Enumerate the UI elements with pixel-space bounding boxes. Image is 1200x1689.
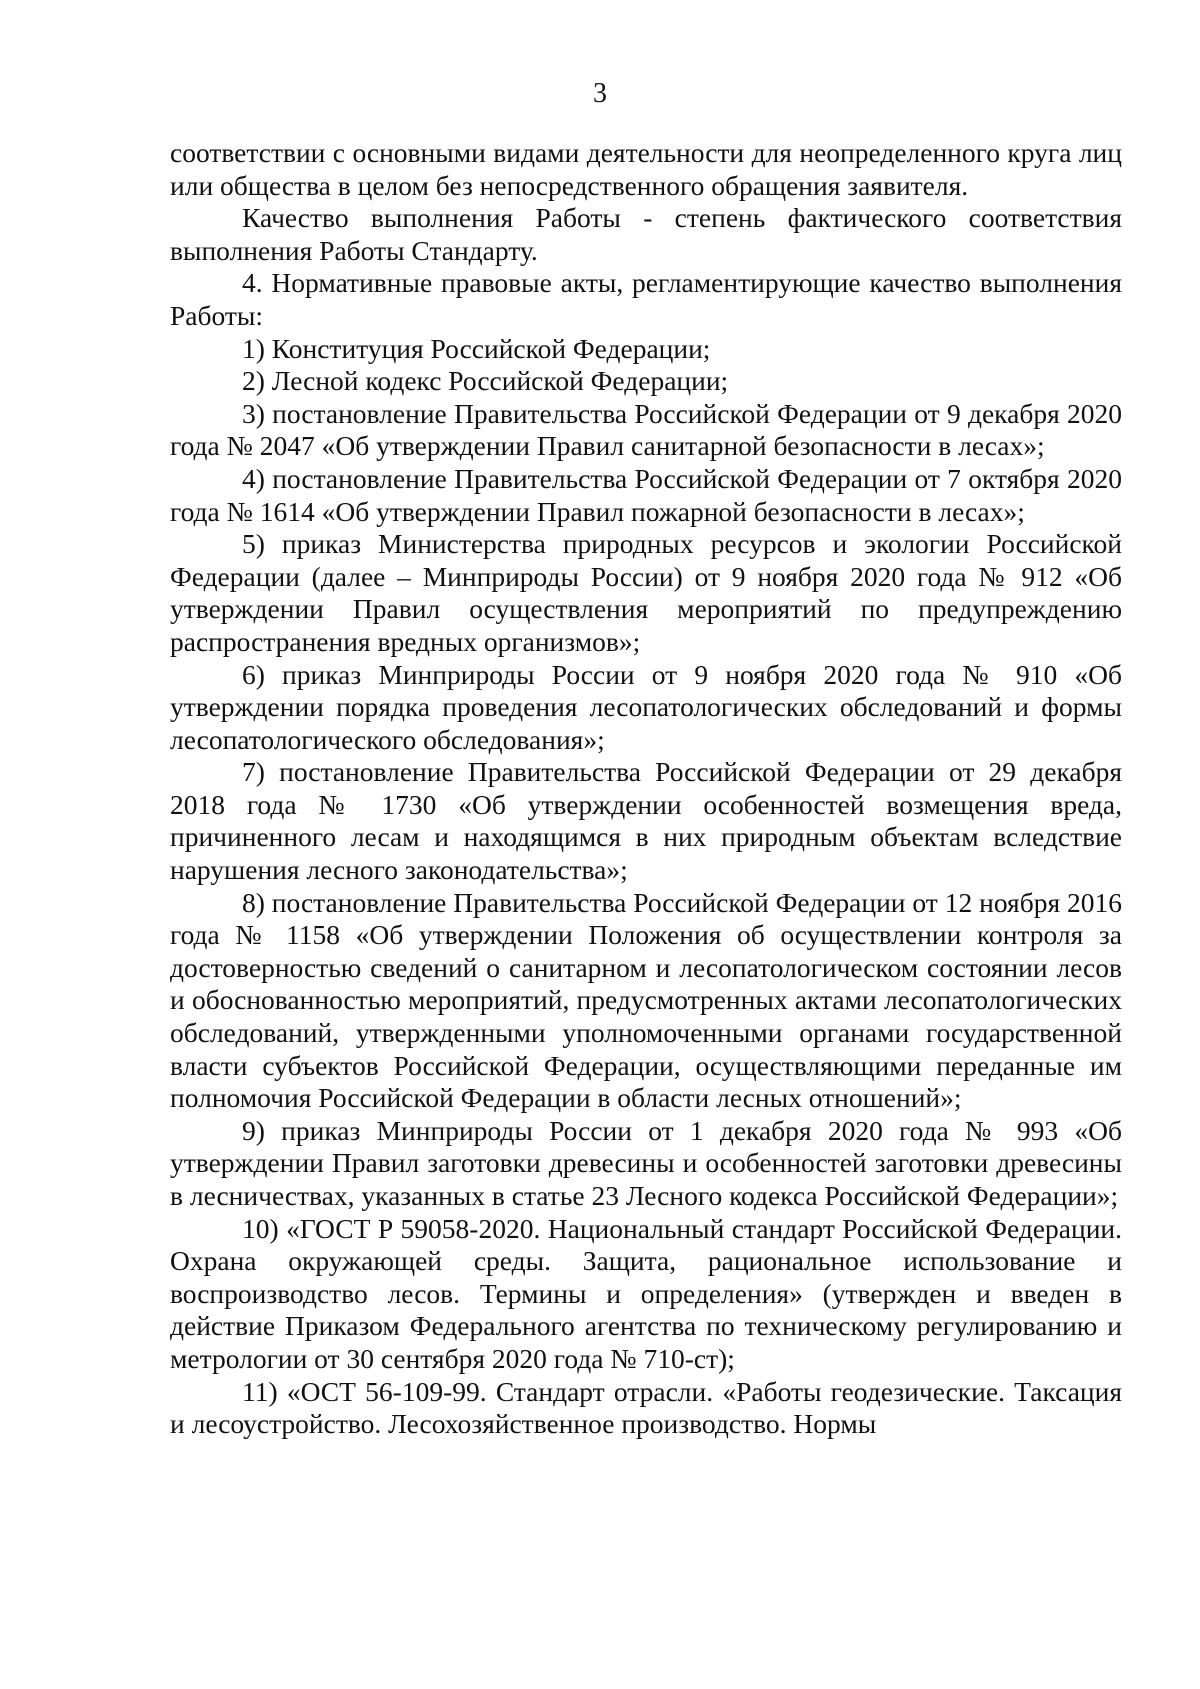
- list-item: 7) постановление Правительства Российской Федерации от 29 декабря 2018 года № 1730 «Об утверждении особенностей возмещения вреда, причиненного лесам и находящимся в них природным объектам вследствие нарушения лесного законодательства»;: [170, 756, 1122, 886]
- list-item: 3) постановление Правительства Российской Федерации от 9 декабря 2020 года № 2047 «Об утверждении Правил санитарной безопасности в лесах»;: [170, 397, 1122, 462]
- page-number: 3: [593, 78, 607, 109]
- list-item: 8) постановление Правительства Российской Федерации от 12 ноября 2016 года № 1158 «Об утверждении Положения об осуществлении контроля за достоверностью сведений о санитарном и лесопатологическом состоянии лесов и обоснованностью мероприятий, предусмотренных актами лесопатологических обследований, утвержденными уполномоченными органами государственной власти субъектов Российской Федерации, осуществляющими переданные им полномочия Российской Федерации в области лесных отношений»;: [170, 886, 1122, 1114]
- list-item: 11) «ОСТ 56-109-99. Стандарт отрасли. «Работы геодезические. Таксация и лесоустройство. Лесохозяйственное производство. Нормы: [170, 1375, 1122, 1440]
- paragraph: 4. Нормативные правовые акты, регламентирующие качество выполнения Работы:: [170, 267, 1122, 331]
- list-item: 9) приказ Минприроды России от 1 декабря 2020 года № 993 «Об утверждении Правил заготовки древесины и особенностей заготовки древесины в лесничествах, указанных в статье 23 Лесного кодекса Российской Федерации»;: [170, 1114, 1122, 1211]
- list-item: 6) приказ Минприроды России от 9 ноября 2020 года № 910 «Об утверждении порядка проведения лесопатологических обследований и формы лесопатологического обследования»;: [170, 658, 1122, 755]
- list-item: 4) постановление Правительства Российской Федерации от 7 октября 2020 года № 1614 «Об утверждении Правил пожарной безопасности в лесах»;: [170, 462, 1122, 527]
- document-body: [170, 137, 1122, 1441]
- list-item: 2) Лесной кодекс Российской Федерации;: [242, 365, 729, 397]
- list-item: 1) Конституция Российской Федерации;: [242, 332, 711, 364]
- paragraph: соответствии с основными видами деятельности для неопределенного круга лиц или общества в целом без непосредственного обращения заявителя.: [170, 137, 1122, 201]
- paragraph: Качество выполнения Работы - степень фактического соответствия выполнения Работы Стандарту.: [170, 202, 1122, 266]
- list-item: 5) приказ Министерства природных ресурсов и экологии Российской Федерации (далее – Минприроды России) от 9 ноября 2020 года № 912 «Об утверждении Правил осуществления мероприятий по предупреждению распространения вредных организмов»;: [170, 528, 1122, 657]
- list-item: 10) «ГОСТ Р 59058-2020. Национальный стандарт Российской Федерации. Охрана окружающей среды. Защита, рациональное использование и воспроизводство лесов. Термины и определения» (утвержден и введен в действие Приказом Федерального агентства по техническому регулированию и метрологии от 30 сентября 2020 года № 710-ст);: [170, 1212, 1122, 1374]
